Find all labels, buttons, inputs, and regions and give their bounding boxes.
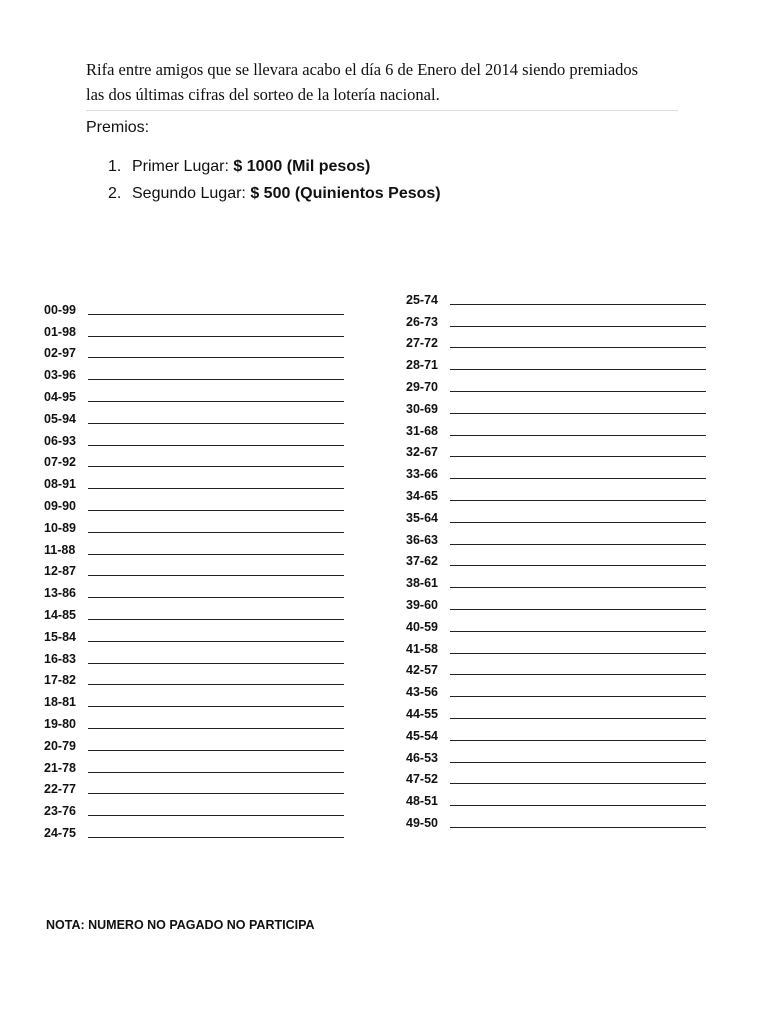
raffle-number: 43-56: [406, 685, 438, 700]
raffle-number-row: [44, 321, 344, 343]
raffle-number: 04-95: [44, 390, 76, 405]
prize-number: 1.: [108, 158, 122, 175]
raffle-number: 02-97: [44, 346, 76, 361]
raffle-number: 21-78: [44, 760, 76, 775]
raffle-number-row: [44, 299, 344, 321]
raffle-number-row: [44, 343, 344, 365]
raffle-number: 26-73: [406, 314, 438, 329]
name-blank-line[interactable]: [88, 772, 344, 773]
name-blank-line[interactable]: [88, 706, 344, 707]
raffle-number: 36-63: [406, 532, 438, 547]
description-line-2: las dos últimas cifras del sorteo de la lotería nacional.: [86, 85, 440, 104]
raffle-number-row: [406, 572, 706, 594]
raffle-number: 40-59: [406, 619, 438, 634]
name-blank-line[interactable]: [88, 401, 344, 402]
name-blank-line[interactable]: [450, 347, 706, 348]
raffle-number: 41-58: [406, 641, 438, 656]
raffle-number-row: [406, 376, 706, 398]
name-blank-line[interactable]: [450, 805, 706, 806]
raffle-number-row: [44, 648, 344, 670]
name-blank-line[interactable]: [450, 609, 706, 610]
raffle-number: 07-92: [44, 455, 76, 470]
name-blank-line[interactable]: [88, 575, 344, 576]
raffle-number-row: [44, 539, 344, 561]
raffle-number: 18-81: [44, 695, 76, 710]
raffle-number-row: [44, 473, 344, 495]
raffle-number: 33-66: [406, 467, 438, 482]
raffle-number: 03-96: [44, 368, 76, 383]
name-blank-line[interactable]: [88, 793, 344, 794]
raffle-number: 14-85: [44, 608, 76, 623]
raffle-number: 34-65: [406, 489, 438, 504]
raffle-number-row: [406, 616, 706, 638]
name-blank-line[interactable]: [88, 663, 344, 664]
name-blank-line[interactable]: [88, 336, 344, 337]
raffle-number-row: [44, 779, 344, 801]
name-blank-line[interactable]: [88, 684, 344, 685]
raffle-number: 09-90: [44, 499, 76, 514]
name-blank-line[interactable]: [88, 554, 344, 555]
raffle-number-row: [406, 594, 706, 616]
footer-note: NOTA: NUMERO NO PAGADO NO PARTICIPA: [46, 918, 315, 932]
prize-amount: $ 500 (Quinientos Pesos): [250, 185, 441, 202]
description-line-1: Rifa entre amigos que se llevara acabo el día 6 de Enero del 2014 siendo premiados: [86, 60, 639, 79]
raffle-number-row: [406, 551, 706, 573]
name-blank-line[interactable]: [450, 369, 706, 370]
raffle-number: 37-62: [406, 554, 438, 569]
prize-amount: $ 1000 (Mil pesos): [233, 158, 371, 175]
raffle-number-row: [406, 790, 706, 812]
raffle-number-row: [44, 626, 344, 648]
raffle-number: 00-99: [44, 302, 76, 317]
raffle-number-row: [406, 289, 706, 311]
raffle-number: 16-83: [44, 651, 76, 666]
raffle-number-row: [44, 604, 344, 626]
raffle-number-row: [44, 800, 344, 822]
raffle-number-row: [406, 354, 706, 376]
number-column-right: [406, 289, 706, 834]
raffle-number-row: [406, 485, 706, 507]
name-blank-line[interactable]: [88, 423, 344, 424]
raffle-number: 30-69: [406, 401, 438, 416]
raffle-number: 27-72: [406, 336, 438, 351]
raffle-number: 29-70: [406, 380, 438, 395]
raffle-number: 25-74: [406, 292, 438, 307]
raffle-number: 23-76: [44, 804, 76, 819]
name-blank-line[interactable]: [450, 304, 706, 305]
raffle-number: 48-51: [406, 794, 438, 809]
raffle-number-row: [44, 386, 344, 408]
raffle-number-row: [406, 660, 706, 682]
raffle-number-row: [406, 420, 706, 442]
name-blank-line[interactable]: [450, 653, 706, 654]
raffle-number-row: [406, 463, 706, 485]
raffle-number: 06-93: [44, 433, 76, 448]
raffle-number: 12-87: [44, 564, 76, 579]
raffle-number-row: [406, 333, 706, 355]
raffle-number: 39-60: [406, 598, 438, 613]
raffle-number-row: [406, 529, 706, 551]
name-blank-line[interactable]: [450, 587, 706, 588]
name-blank-line[interactable]: [88, 837, 344, 838]
raffle-number-row: [406, 747, 706, 769]
raffle-number: 47-52: [406, 772, 438, 787]
name-blank-line[interactable]: [88, 641, 344, 642]
raffle-number-row: [44, 561, 344, 583]
name-blank-line[interactable]: [450, 718, 706, 719]
raffle-number: 42-57: [406, 663, 438, 678]
raffle-number-row: [44, 364, 344, 386]
name-blank-line[interactable]: [88, 619, 344, 620]
raffle-number-row: [406, 442, 706, 464]
raffle-number-row: [44, 735, 344, 757]
raffle-number: 35-64: [406, 510, 438, 525]
name-blank-line[interactable]: [88, 728, 344, 729]
name-blank-line[interactable]: [450, 674, 706, 675]
raffle-number: 10-89: [44, 520, 76, 535]
name-blank-line[interactable]: [450, 696, 706, 697]
raffle-number: 20-79: [44, 738, 76, 753]
number-column-left: [44, 299, 344, 844]
name-blank-line[interactable]: [88, 510, 344, 511]
name-blank-line[interactable]: [88, 314, 344, 315]
prize-item-second: [108, 182, 441, 209]
raffle-number: 32-67: [406, 445, 438, 460]
name-blank-line[interactable]: [450, 413, 706, 414]
raffle-description: [86, 57, 678, 111]
raffle-number: 49-50: [406, 816, 438, 831]
raffle-number-row: [406, 769, 706, 791]
raffle-number-row: [406, 681, 706, 703]
raffle-number: 45-54: [406, 728, 438, 743]
raffle-number: 01-98: [44, 324, 76, 339]
name-blank-line[interactable]: [450, 783, 706, 784]
name-blank-line[interactable]: [88, 488, 344, 489]
raffle-number-row: [406, 812, 706, 834]
raffle-number: 44-55: [406, 707, 438, 722]
raffle-number: 08-91: [44, 477, 76, 492]
name-blank-line[interactable]: [450, 740, 706, 741]
name-blank-line[interactable]: [450, 544, 706, 545]
raffle-number-row: [406, 398, 706, 420]
raffle-number-row: [44, 408, 344, 430]
name-blank-line[interactable]: [450, 435, 706, 436]
raffle-number-row: [406, 638, 706, 660]
name-blank-line[interactable]: [450, 565, 706, 566]
prizes-heading: Premios:: [86, 119, 150, 136]
raffle-number: 15-84: [44, 629, 76, 644]
prize-item-first: [108, 155, 441, 182]
raffle-number-row: [44, 430, 344, 452]
raffle-number: 11-88: [44, 542, 76, 557]
prize-label: Primer Lugar:: [132, 158, 234, 175]
name-blank-line[interactable]: [450, 456, 706, 457]
raffle-number: 38-61: [406, 576, 438, 591]
raffle-number: 13-86: [44, 586, 76, 601]
raffle-number: 46-53: [406, 750, 438, 765]
raffle-number-row: [44, 495, 344, 517]
name-blank-line[interactable]: [88, 597, 344, 598]
name-blank-line[interactable]: [450, 391, 706, 392]
raffle-number-row: [406, 507, 706, 529]
name-blank-line[interactable]: [88, 815, 344, 816]
name-blank-line[interactable]: [450, 827, 706, 828]
raffle-number-row: [44, 713, 344, 735]
raffle-number-row: [406, 703, 706, 725]
raffle-number-row: [406, 311, 706, 333]
raffle-number-row: [44, 582, 344, 604]
name-blank-line[interactable]: [450, 522, 706, 523]
raffle-number: 17-82: [44, 673, 76, 688]
name-blank-line[interactable]: [450, 478, 706, 479]
name-blank-line[interactable]: [88, 532, 344, 533]
name-blank-line[interactable]: [450, 631, 706, 632]
name-blank-line[interactable]: [88, 466, 344, 467]
name-blank-line[interactable]: [88, 445, 344, 446]
raffle-number: 24-75: [44, 826, 76, 841]
raffle-number: 19-80: [44, 717, 76, 732]
name-blank-line[interactable]: [450, 326, 706, 327]
name-blank-line[interactable]: [88, 750, 344, 751]
raffle-number: 31-68: [406, 423, 438, 438]
raffle-number-row: [406, 725, 706, 747]
raffle-number-row: [44, 517, 344, 539]
name-blank-line[interactable]: [450, 500, 706, 501]
raffle-number: 28-71: [406, 358, 438, 373]
name-blank-line[interactable]: [88, 379, 344, 380]
raffle-number-row: [44, 691, 344, 713]
raffle-number-row: [44, 452, 344, 474]
name-blank-line[interactable]: [450, 762, 706, 763]
raffle-number-row: [44, 670, 344, 692]
raffle-number-row: [44, 757, 344, 779]
prize-number: 2.: [108, 185, 122, 202]
raffle-number: 05-94: [44, 411, 76, 426]
prize-list: [108, 155, 441, 209]
name-blank-line[interactable]: [88, 357, 344, 358]
prize-label: Segundo Lugar:: [132, 185, 251, 202]
raffle-number-row: [44, 822, 344, 844]
raffle-number: 22-77: [44, 782, 76, 797]
